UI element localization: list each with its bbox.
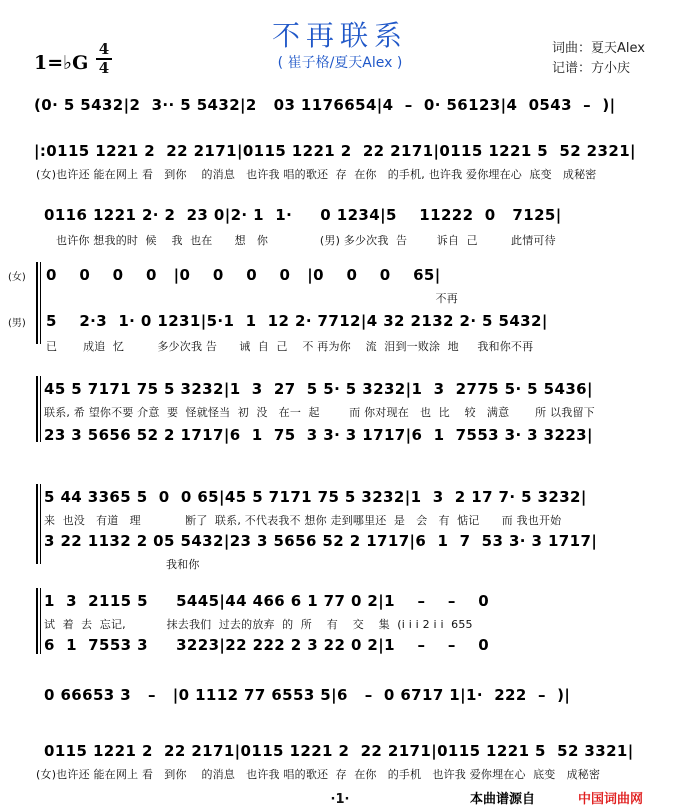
site-watermark: 中国词曲网 <box>578 792 644 807</box>
verse1-line2-lyrics: 也许你 想我的时 候 我 也在 想 你 (男) 多少次我 告 诉自 己 此情可待 <box>56 234 556 247</box>
song-subtitle: ( 崔子格/夏天Alex ) <box>277 55 403 71</box>
transcriber-name: 方小庆 <box>591 61 631 76</box>
chorus2-lower-notes: 3 22 1132 2 05 5432|23 3 5656 52 2 1717|6 1 7 53 3· 3 1717| <box>44 532 598 550</box>
verse1-line1-notes: |:0115 1221 2 22 2171|0115 1221 2 22 2171|0115 1221 5 52 2321| <box>34 142 636 160</box>
interlude-notes: 0 66653 3 – |0 1112 77 6553 5|6 – 0 6717 1|1· 222 – )| <box>44 686 571 704</box>
lyricist-label: 词曲： <box>552 41 592 56</box>
verse2-line1-notes: 0115 1221 2 22 2171|0115 1221 2 22 2171|0115 1221 5 52 3321| <box>44 742 634 760</box>
duet-brace-3 <box>36 484 41 564</box>
verse1-line2-notes: 0116 1221 2· 2 23 0|2· 1 1· 0 1234|5 11222 0 7125| <box>44 206 562 224</box>
chorus2-lower-lyrics: 我和你 <box>44 558 200 571</box>
duet-brace-4 <box>36 588 41 654</box>
verse2-line1-lyrics: (女)也许还 能在网上 看 到你 的消息 也许我 唱的歌还 存 在你 的手机 也许我 爱你埋在心 底变 成秘密 <box>36 768 601 781</box>
time-signature <box>96 42 112 76</box>
song-title: 不再联系 <box>271 19 408 52</box>
chorus1-lyrics: 联系, 希 望你不要 介意 要 怪就怪当 初 没 在一 起 而 你对现在 也 比 较 满意 所 以我留下 <box>44 406 595 419</box>
female-part-label: (女) <box>8 272 26 283</box>
meter-top: 4 <box>98 40 110 58</box>
source-label: 本曲谱源自 <box>470 792 536 807</box>
duet1-male-notes: 5 2·3 1· 0 1231|5·1 1 12 2· 7712|4 32 2132 2· 5 5432| <box>46 312 548 330</box>
chorus1-upper-notes: 45 5 7171 75 5 3232|1 3 27 5 5· 5 3232|1 3 2775 5· 5 5436| <box>44 380 593 398</box>
chorus2-lyrics: 来 也没 有道 理 断了 联系, 不代表我不 想你 走到哪里还 是 会 有 惦记 而 我也开始 <box>44 514 562 527</box>
intro-notes: (0· 5 5432|2 3·· 5 5432|2 03 1176654|4 – 0· 56123|4 0543 – )| <box>34 96 616 114</box>
chorus3-upper-notes: 1 3 2115 5 5445|44 466 6 1 77 0 2|1 – – 0 <box>44 592 490 610</box>
page-number: ·1· <box>330 792 350 807</box>
male-part-label: (男) <box>8 318 26 329</box>
duet-brace-2 <box>36 376 41 442</box>
key-signature: 1=♭G <box>34 52 89 74</box>
chorus3-lower-notes: 6 1 7553 3 3223|22 222 2 3 22 0 2|1 – – 0 <box>44 636 490 654</box>
duet1-female-notes: 0 0 0 0 |0 0 0 0 |0 0 0 65| <box>46 266 441 284</box>
duet1-lyrics: 已 成追 忆 多少次我 告 诫 自 己 不 再为你 流 泪到一败涂 地 我和你不再 <box>46 340 534 353</box>
chorus1-lower-notes: 23 3 5656 52 2 1717|6 1 75 3 3· 3 1717|6 1 7553 3· 3 3223| <box>44 426 593 444</box>
lyricist-name: 夏天Alex <box>591 41 645 56</box>
transcriber-label: 记谱： <box>552 61 592 76</box>
duet1-female-lyrics: 不再 <box>40 292 458 305</box>
credits <box>552 39 645 79</box>
chorus2-upper-notes: 5 44 3365 5 0 0 65|45 5 7171 75 5 3232|1 3 2 17 7· 5 3232| <box>44 488 587 506</box>
meter-bottom: 4 <box>98 59 110 77</box>
chorus3-lyrics: 试 着 去 忘记, 抹去我们 过去的放弃 的 所 有 交 集 (i i i 2 i i 655 <box>44 618 473 631</box>
verse1-line1-lyrics: (女)也许还 能在网上 看 到你 的消息 也许我 唱的歌还 存 在你 的手机, 也许我 爱你埋在心 底变 成秘密 <box>36 168 597 181</box>
